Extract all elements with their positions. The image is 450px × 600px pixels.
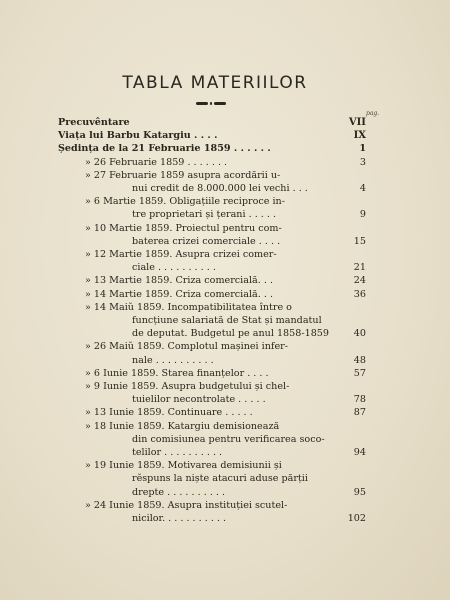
- toc-entry-text: drepte . . . . . . . . . .: [132, 486, 226, 498]
- toc-entry-text: » 19 Iunie 1859. Motivarea demisiunii și: [85, 460, 282, 472]
- toc-page-number: 21: [353, 262, 366, 274]
- toc-row: [0, 195, 450, 208]
- toc-row: [0, 354, 450, 367]
- toc-row: [0, 367, 450, 380]
- toc-entry-text: » 26 Maiŭ 1859. Complotul mașinei infer-: [85, 341, 288, 353]
- toc-row: [0, 182, 450, 195]
- toc-row: [0, 288, 450, 301]
- toc-page-number: 36: [353, 288, 366, 300]
- toc-row: [0, 222, 450, 235]
- toc-entry-text: din comisiunea pentru verificarea soco-: [132, 433, 325, 445]
- toc-entry-text: » 10 Martie 1859. Proiectul pentru com-: [85, 222, 282, 234]
- ornament-dot: [210, 102, 212, 105]
- toc-row: [0, 274, 450, 287]
- toc-entry-text: tre proprietari și țerani . . . . .: [132, 209, 277, 221]
- toc-row: [0, 116, 450, 129]
- toc-entry-text: Ședința de la 21 Februarie 1859 . . . . . .: [58, 143, 271, 155]
- toc-row: [0, 433, 450, 446]
- toc-row: [0, 499, 450, 512]
- toc-row: [0, 327, 450, 340]
- toc-page-number: 78: [353, 394, 366, 406]
- ornament-bar-left: [196, 102, 208, 105]
- ornament-bar-right: [214, 102, 226, 105]
- toc-entry-text: » 26 Februarie 1859 . . . . . . .: [85, 156, 228, 168]
- toc-page-number: 94: [353, 447, 366, 458]
- toc-row: [0, 486, 450, 499]
- toc-page-number: 40: [353, 328, 366, 340]
- toc-row: [0, 340, 450, 353]
- toc-row: [0, 512, 450, 525]
- toc-row: [0, 235, 450, 248]
- toc-entry-text: » 14 Martie 1859. Criza comercială. . .: [85, 288, 273, 300]
- toc-page-number: 57: [353, 367, 366, 379]
- toc-row: [0, 129, 450, 142]
- toc-page-number: 102: [347, 513, 366, 524]
- toc-page-number: 3: [359, 156, 366, 168]
- title-ornament: [196, 101, 226, 105]
- toc-entry-text: » 12 Martie 1859. Asupra crizei comer-: [85, 249, 277, 260]
- toc-entry-text: » 24 Iunie 1859. Asupra instituției scutel-: [85, 499, 288, 511]
- toc-row: [0, 169, 450, 182]
- toc-entry-text: nale . . . . . . . . . .: [132, 354, 214, 366]
- toc-page-number: 4: [359, 183, 366, 194]
- page-column-label: pag.: [366, 110, 380, 117]
- toc-row: [0, 459, 450, 472]
- toc-page-number: 48: [353, 354, 366, 366]
- toc-entry-text: » 14 Maiŭ 1859. Incompatibilitatea între o: [85, 301, 292, 313]
- toc-entry-text: » 18 Iunie 1859. Katargiu demisionează: [85, 420, 280, 432]
- toc-entry-text: nui credit de 8.000.000 lei vechi . . .: [132, 183, 308, 194]
- toc-page-number: 95: [353, 486, 366, 498]
- toc-page-number: 9: [359, 209, 366, 221]
- toc-entry-text: rĕspuns la niște atacuri aduse părții: [132, 473, 308, 485]
- toc-row: [0, 446, 450, 459]
- toc-page-number: 24: [353, 275, 366, 287]
- toc-entry-text: » 13 Iunie 1859. Continuare . . . . .: [85, 407, 253, 419]
- toc-row: [0, 142, 450, 155]
- toc-row: [0, 314, 450, 327]
- toc-entry-text: funcțiune salariată de Stat și mandatul: [132, 315, 322, 326]
- toc-page-number: 1: [359, 143, 366, 155]
- toc-page-number: VII: [348, 117, 366, 128]
- toc-entry-text: tuielilor necontrolate . . . . .: [132, 394, 266, 406]
- toc-page-number: 87: [353, 407, 366, 419]
- toc-row: [0, 406, 450, 419]
- toc-entry-text: » 9 Iunie 1859. Asupra budgetului și chel-: [85, 381, 290, 392]
- toc-row: [0, 248, 450, 261]
- toc-entry-text: » 13 Martie 1859. Criza comercială. . .: [85, 275, 273, 287]
- toc-page-number: IX: [353, 130, 366, 142]
- toc-entry-text: Precuvêntare: [58, 117, 130, 128]
- toc-entry-text: baterea crizei comerciale . . . .: [132, 235, 281, 247]
- toc-entry-text: de deputat. Budgetul pe anul 1858-1859: [132, 328, 330, 340]
- toc-row: [0, 156, 450, 169]
- toc-entry-text: nicilor. . . . . . . . . . .: [132, 513, 227, 524]
- toc-entry-text: » 27 Februarie 1859 asupra acordării u-: [85, 169, 281, 181]
- toc-entry-text: » 6 Iunie 1859. Starea finanțelor . . . .: [85, 367, 269, 379]
- toc-row: [0, 420, 450, 433]
- toc-page-number: 15: [353, 235, 366, 247]
- toc-row: [0, 301, 450, 314]
- page-title: TABLA MATERIILOR: [122, 73, 308, 93]
- toc-row: [0, 380, 450, 393]
- toc-entry-text: telilor . . . . . . . . . .: [132, 447, 223, 458]
- toc-entry-text: Viața lui Barbu Katargiu . . . .: [58, 130, 218, 142]
- toc-entry-text: » 6 Martie 1859. Obligațiile reciproce in-: [85, 196, 285, 208]
- toc-row: [0, 393, 450, 406]
- toc-row: [0, 261, 450, 274]
- toc-row: [0, 472, 450, 485]
- toc-row: [0, 208, 450, 221]
- toc-entry-text: ciale . . . . . . . . . .: [132, 262, 216, 274]
